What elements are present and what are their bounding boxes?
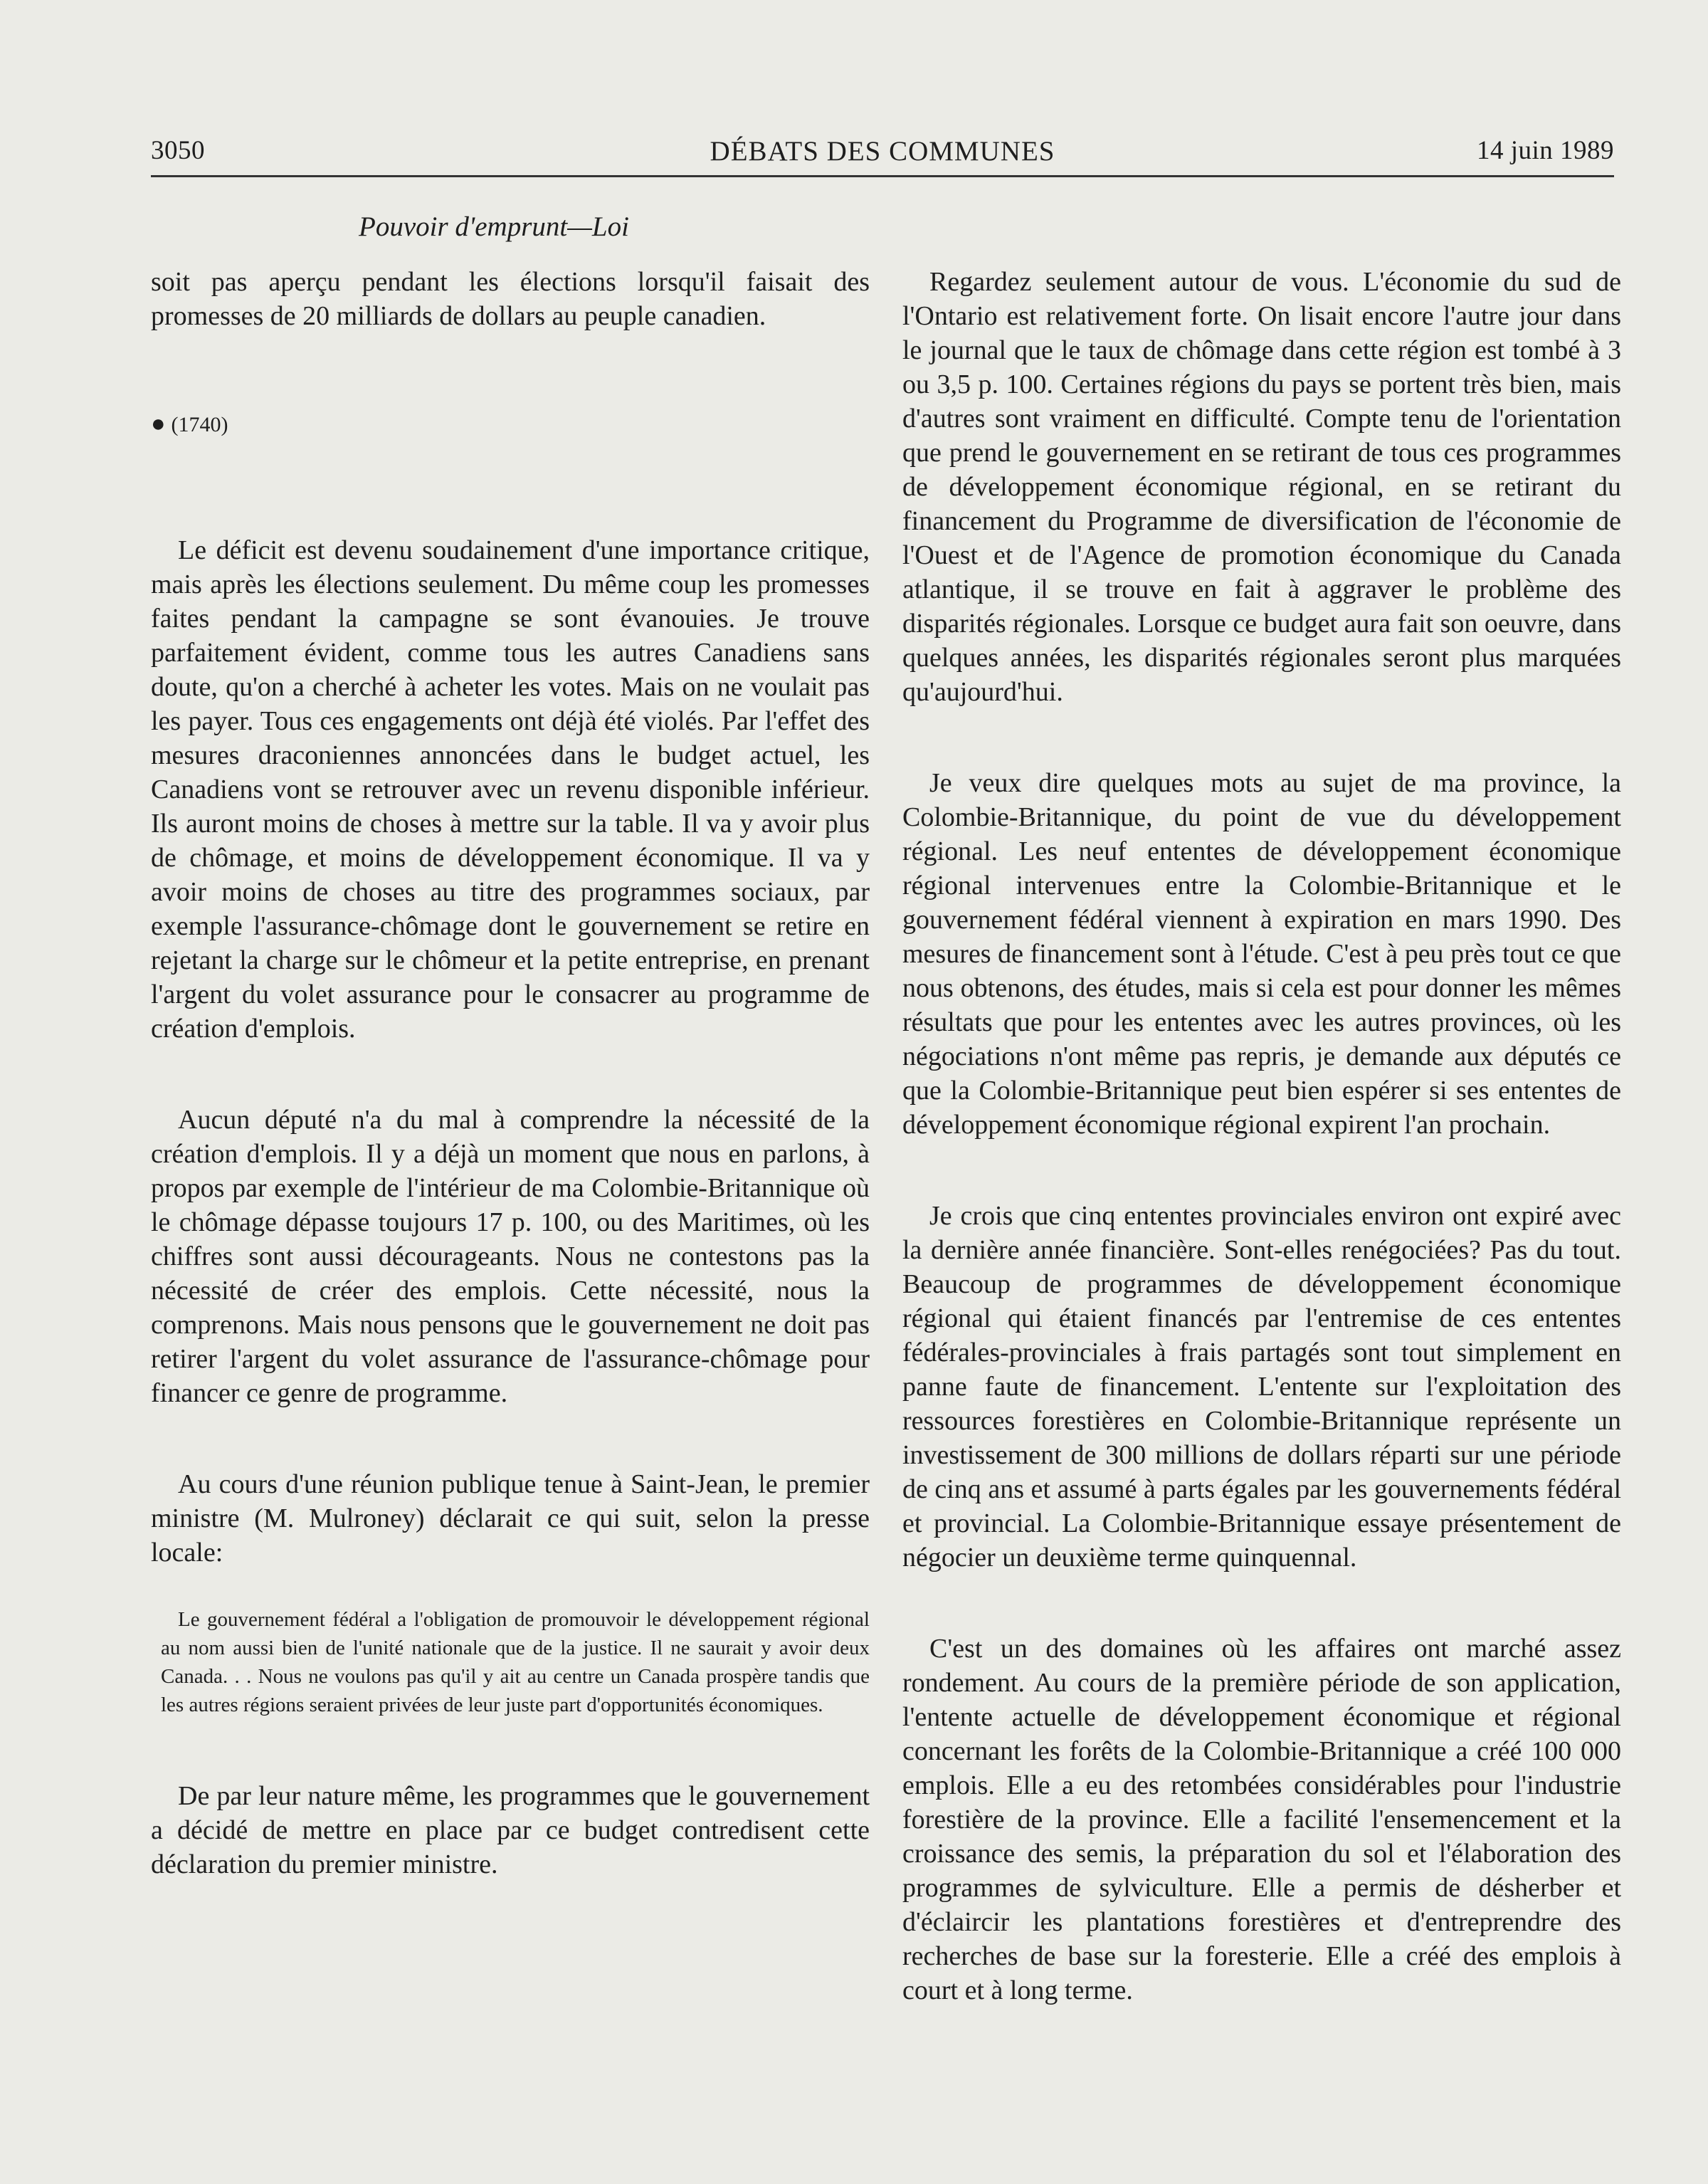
- publication-title: DÉBATS DES COMMUNES: [710, 136, 1055, 167]
- paragraph: De par leur nature même, les programmes que le gouvernement a décidé de mettre en place par ce budget contredisent cette déclaration du premier ministre.: [151, 1781, 870, 1879]
- block-quote: Le gouvernement fédéral a l'obligation de promouvoir le développement régional au nom aussi bien de l'unité nationale que de la justice. Il ne saurait y avoir deux Canada. . . Nous ne voulons pas qu'il y ait au centre un Canada prospère tandis que les autres régions seraient privées de leur juste part d'opportunités économiques.: [161, 1608, 870, 1716]
- header-rule: [151, 175, 1614, 177]
- paragraph: Au cours d'une réunion publique tenue à Saint-Jean, le premier ministre (M. Mulroney) déclarait ce qui suit, selon la presse locale:: [151, 1469, 870, 1568]
- right-column: [902, 265, 1621, 2007]
- paragraph: Je veux dire quelques mots au sujet de ma province, la Colombie-Britannique, du point de vue du développement régional. Les neuf ententes de développement économique régional intervenues entre la Colombie-Britannique et le gouvernement fédéral viennent à expiration en mars 1990. Des mesures de financement sont à l'étude. C'est à peu près tout ce que nous obtenons, des études, mais si cela est pour donner les mêmes résultats que pour les ententes avec les autres provinces, où les négociations n'ont même pas repris, je demande aux députés ce que la Colombie-Britannique peut bien espérer si ses ententes de développement économique régional expirent l'an prochain.: [902, 768, 1621, 1140]
- paragraph: Le déficit est devenu soudainement d'une importance critique, mais après les élections seulement. Du même coup les promesses faites pendant la campagne se sont évanouies. Je trouve parfaitement évident, comme tous les autres Canadiens sans doute, qu'on a cherché à acheter les votes. Mais on ne voulait pas les payer. Tous ces engagements ont déjà été violés. Par l'effet des mesures draconiennes annoncées dans le budget actuel, les Canadiens vont se retrouver avec un revenu disponible inférieur. Ils auront moins de choses à mettre sur la table. Il va y avoir plus de chômage, et moins de développement économique. Il va y avoir moins de choses au titre des programmes sociaux, par exemple l'assurance-chômage dont le gouvernement se retire en rejetant la charge sur le chômeur et la petite entreprise, en prenant l'argent du volet assurance pour le consacrer au programme de création d'emplois.: [151, 535, 870, 1044]
- paragraph: Je crois que cinq ententes provinciales environ ont expiré avec la dernière année financière. Sont-elles renégociées? Pas du tout. Beaucoup de programmes de développement économique régional qui étaient financés par l'entremise de ces ententes fédérales-provinciales à frais partagés sont tout simplement en panne faute de financement. L'entente sur l'exploitation des ressources forestières en Colombie-Britannique représente un investissement de 300 millions de dollars réparti sur une période de cinq ans et assumé à parts égales par les gouvernements fédéral et provincial. La Colombie-Britannique essaye présentement de négocier un deuxième terme quinquennal.: [902, 1201, 1621, 1573]
- subject-heading: Pouvoir d'emprunt—Loi: [359, 211, 629, 242]
- page-number: 3050: [151, 136, 205, 165]
- paragraph: soit pas aperçu pendant les élections lorsqu'il faisait des promesses de 20 milliards de dollars au peuple canadien.: [151, 267, 870, 331]
- paragraph: Regardez seulement autour de vous. L'économie du sud de l'Ontario est relativement forte. On lisait encore l'autre jour dans le journal que le taux de chômage dans cette région est tombé à 3 ou 3,5 p. 100. Certaines régions du pays se portent très bien, mais d'autres sont vraiment en difficulté. Compte tenu de l'orientation que prend le gouvernement en se retirant de tous ces programmes de développement économique régional, en se retirant du financement du Programme de diversification de l'économie de l'Ouest et de l'Agence de promotion économique du Canada atlantique, il se trouve en fait à aggraver le problème des disparités régionales. Lorsque ce budget aura fait son oeuvre, dans quelques années, les disparités régionales seront plus marquées qu'aujourd'hui.: [902, 267, 1621, 707]
- bullet-icon: ●: [151, 411, 166, 437]
- timestamp: (1740): [171, 413, 228, 436]
- paragraph: C'est un des domaines où les affaires ont marché assez rondement. Au cours de la première période de son application, l'entente actuelle de développement économique et régional concernant les forêts de la Colombie-Britannique a créé 100 000 emplois. Elle a eu des retombées considérables pour l'industrie forestière de la province. Elle a facilité l'ensemencement et la croissance des semis, la préparation du sol et l'élaboration des programmes de sylviculture. Elle a permis de désherber et d'éclaircir les plantations forestières et d'entreprendre des recherches de base sur la foresterie. Elle a créé des emplois à court et à long terme.: [902, 1634, 1621, 2005]
- timestamp-marker: [151, 410, 870, 439]
- left-column: [151, 265, 870, 1881]
- publication-date: 14 juin 1989: [1476, 136, 1614, 165]
- page-header: [151, 135, 1614, 175]
- paragraph: Aucun député n'a du mal à comprendre la nécessité de la création d'emplois. Il y a déjà un moment que nous en parlons, à propos par exemple de l'intérieur de ma Colombie-Britannique où le chômage dépasse toujours 17 p. 100, ou des Maritimes, où les chiffres sont aussi décourageants. Nous ne contestons pas la nécessité de créer des emplois. Cette nécessité, nous la comprenons. Mais nous pensons que le gouvernement ne doit pas retirer l'argent du volet assurance de l'assurance-chômage pour financer ce genre de programme.: [151, 1105, 870, 1408]
